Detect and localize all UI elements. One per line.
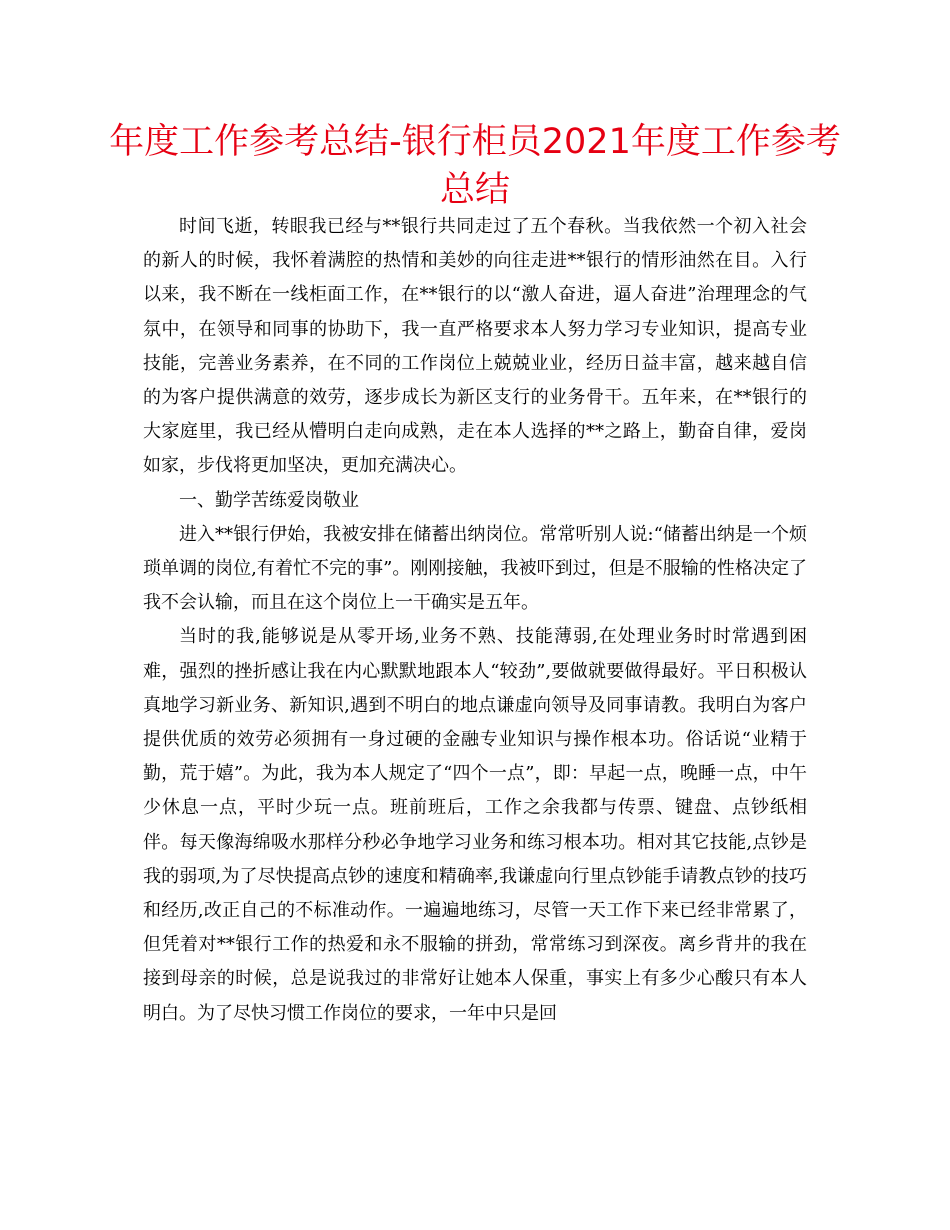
document-title: 年度工作参考总结-银行柜员2021年度工作参考总结 xyxy=(109,122,841,210)
paragraph-practice: 当时的我,能够说是从零开场,业务不熟、技能薄弱,在处理业务时时常遇到困难，强烈的挫折感让我在内心默默地跟本人“较劲”,要做就要做得最好。平日积极认真地学习新业务、新知识,遇到不明白的地点谦虚向领导及同事请教。我明白为客户提供优质的效劳必须拥有一身过硬的金融专业知识与操作根本功。俗话说“业精于勤，荒于嬉”。为此，我为本人规定了“四个一点”，即：早起一点，晚睡一点，中午少休息一点，平时少玩一点。班前班后，工作之余我都与传票、键盘、点钞纸相伴。每天像海绵吸水那样分秒必争地学习业务和练习根本功。相对其它技能,点钞是我的弱项,为了尽快提高点钞的速度和精确率,我谦虚向行里点钞能手请教点钞的技巧和经历,改正自己的不标准动作。一遍遍地练习，尽管一天工作下来已经非常累了，但凭着对**银行工作的热爱和永不服输的拼劲，常常练习到深夜。离乡背井的我在接到母亲的时候，总是说我过的非常好让她本人保重，事实上有多少心酸只有本人明白。为了尽快习惯工作岗位的要求，一年中只是回 xyxy=(143,626,807,1024)
document-body xyxy=(143,210,807,1031)
paragraph-intro: 时间飞逝，转眼我已经与**银行共同走过了五个春秋。当我依然一个初入社会的新人的时候，我怀着满腔的热情和美妙的向往走进**银行的情形油然在目。入行以来，我不断在一线柜面工作，在**银行的以“激人奋进，逼人奋进”治理理念的气氛中，在领导和同事的协助下，我一直严格要求本人努力学习专业知识，提高专业技能，完善业务素养，在不同的工作岗位上兢兢业业，经历日益丰富，越来越自信的为客户提供满意的效劳，逐步成长为新区支行的业务骨干。五年来，在**银行的大家庭里，我已经从懵明白走向成熟，走在本人选择的**之路上，勤奋自律，爱岗如家，步伐将更加坚决，更加充满决心。 xyxy=(143,216,807,477)
section-heading: 一、勤学苦练爱岗敬业 xyxy=(179,489,359,511)
paragraph-position: 进入**银行伊始，我被安排在储蓄出纳岗位。常常听别人说:“储蓄出纳是一个烦琐单调的岗位,有着忙不完的事”。刚刚接触，我被吓到过，但是不服输的性格决定了我不会认输，而且在这个岗位上一干确实是五年。 xyxy=(143,523,807,614)
